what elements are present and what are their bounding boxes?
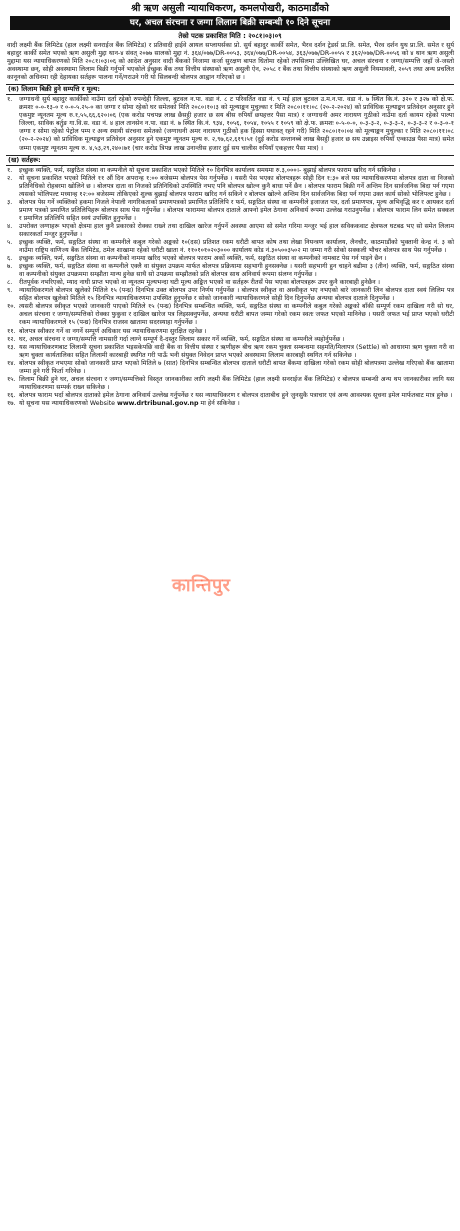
condition-item (7, 239, 454, 255)
condition-text: बोलपत्र स्वीकार गर्ने वा नगर्ने सम्पूर्ण अधिकार यस न्यायाधिकरणमा सुरक्षित रहनेछ । (19, 327, 207, 335)
condition-number: १६. (7, 391, 16, 399)
section-b-list (4, 167, 456, 400)
condition-item-last (7, 400, 454, 408)
condition-number: ५. (7, 238, 13, 246)
condition-item (7, 223, 454, 239)
property-item (7, 96, 454, 152)
condition-text: त्यसरी बोलपत्र स्वीकृत भएको जानकारी पाएको मितिले १५ (पन्ध्र) दिनभित्र सम्बन्धित व्यक्ति, फर्म, सङ्गठित संस्था वा कम्पनीले कबुल गरेको अङ्कको बाँकी सम्पूर्ण रकम दाखिला गरी सो घर, अचल संरचना र जग्गा/सम्पत्तिको रोक्का फुकुवा र दाखिल खारेज पत्र लिइसक्नुपर्नेछ, अन्यथा धरौटी बापत जम्मा गरेको रकम स्वतः जफत भएको मानिनेछ । यसरी जफत भई प्राप्त भएको धरौटी रकम न्यायाधिकरणले १५ (पन्ध्र) दिनभित्र राजस्व खातामा सदरस्याहा गर्नुपर्नेछ । (19, 303, 454, 327)
condition-item (7, 376, 454, 392)
intro-paragraph: वादी लक्ष्मी बैंक लिमिटेड (हाल लक्ष्मी सनराईज बैंक लिमिटेड) र प्रतिवादी हाईवे आयल सप्लायर्सका प्रो. सुर्य बहादुर कार्की समेत, भैरव दर्शन ट्रेडर्स प्रा.लि. समेत, भैरव दर्शन युथ प्रा.लि. समेत र सुर्य बहादुर कार्की समेत भएको ऋण असुली मुद्दा थान-४ संवत् २०७७ सालको मुद्दा नं. ३६४/०७७/DR-००५३, ३६४/०७७/DR-००५४, ३६३/०७७/DR-००५५ र ३६२/०७७/DR-००५६ को ४ थान ऋण असुली मुद्दामा यस न्यायाधिकरणको मिति २०८१।०३।०६ को आदेश अनुसार वादी बैंकको निजामा कर्जा सुरक्षण बापत धितोमा रहेको तपसिलमा उल्लिखित घर, अचल संरचना र जग्गा/सम्पत्ति जहाँ जे-जस्तो अवस्थामा छन्, सोही अवस्थामा लिलाम बिक्री गर्नुपर्ने भएकोले ईच्छुक बैंक तथा वित्तीय संस्थाको ऋण असुली ऐन, २०५८ र बैंक तथा वित्तीय संस्थाको ऋण असुली नियमावली, २०५९ तथा अन्य प्रचलित कानूनको अधिनमा रही देहायका सर्तहरू पालना गर्ने/गराउने गरी यो सिलबन्दी बोलपत्र आह्वान गरिएको छ । (7, 42, 454, 82)
condition-number: १०. (7, 303, 16, 311)
condition-number: १४. (7, 359, 16, 367)
property-number: १. (7, 96, 13, 104)
condition-number: २. (7, 174, 13, 182)
condition-number: ४. (7, 222, 13, 230)
website-suffix: मा हेर्न सकिनेछ । (198, 399, 240, 407)
condition-text: घर, अचल संरचना र जग्गा/सम्पत्ति नामसारी गर्दा लाग्ने सम्पूर्ण दै-दस्तुर लिलाम सकार गर्ने व्यक्ति, फर्म, सङ्गठित संस्था वा कम्पनीले व्यहोर्नुपर्नेछ । (19, 335, 345, 343)
condition-item (7, 303, 454, 327)
notice-title: श्री ऋण असुली न्यायाधिकरण, कमलपोखरी, काठमाडौंको (131, 3, 329, 14)
section-b-heading: (ख) सर्तहरू: (6, 155, 454, 166)
condition-number: ६. (7, 255, 13, 263)
condition-item (7, 392, 454, 400)
section-a-list (4, 96, 456, 152)
condition-text: इच्छुक व्यक्ति, फर्म, सङ्गठित संस्था वा कम्पनीको नाममा खरिद भएको बोलपत्र फाराम अर्को व्यक्ति, फर्म, सङ्गठित संस्था वा कम्पनीको नामबाट पेस गर्न पाइने छैन । (19, 255, 387, 263)
section-a-heading: (क) लिलाम बिक्री हुने सम्पत्ति र मूल्य: (6, 84, 454, 95)
condition-text: यस न्यायाधिकरणबाट लिलामी सूचना प्रकाशित भइसकेपछि वादी बैंक वा वित्तीय संस्था र ऋणीहरू बीच ऋण रकम चुक्ता सम्बन्धमा सहमति/मिलापत्र (Settle) को आधारमा ऋण चुक्ता गरी वा ऋण चुक्ता कार्यतालिका सहित लिलामी कारबाही स्थगित गरी पाऊँ भनी संयुक्त निवेदन प्राप्त भएको अवस्थामा लिलाम कारबाही स्थगित गर्न सकिनेछ । (19, 343, 454, 359)
condition-text: इच्छुक व्यक्ति, फर्म, सङ्गठित संस्था वा कम्पनीले एक्लै वा संयुक्त उपक्रम मार्फत बोलपत्र प्रक्रियामा सहभागी हुनसक्नेछ । यसरी सहभागी हुन चाहने बढीमा ३ (तीन) व्यक्ति, फर्म, सङ्गठित संस्था वा कम्पनीको संयुक्त उपक्रममा सम्झौता मान्य हुनेछ साथै सो उपक्रमा सम्झौतको प्रति बोलपत्र साथ अनिवार्य रूपमा संलग्न गर्नुपर्नेछ । (19, 263, 454, 279)
condition-number: १. (7, 166, 13, 174)
condition-item (7, 287, 454, 303)
website-prefix: यो सूचना यस न्यायाधिकरणको Website (19, 399, 118, 407)
notice-subtitle-banner: घर, अचल संरचना र जग्गा लिलाम बिक्री सम्बन्धी १० दिने सूचना (10, 16, 450, 30)
condition-text: बोलपत्र फाराम भर्दा बोलपत्र दाताको इमेल ठेगाना अनिवार्य उल्लेख गर्नुपर्नेछ र यस न्यायाधिकरण र बोलपत्र दाताबीच हुने जुनसुकै पत्राचार एवं अन्य आवश्यक सूचना इमेल मार्फतबाट मात्र हुनेछ । (19, 391, 453, 399)
condition-item (7, 328, 454, 336)
condition-number: ८. (7, 279, 13, 287)
condition-item (7, 360, 454, 376)
watermark-text: कान्तिपुर (172, 575, 231, 596)
condition-text: उपरोक्त जग्गाहरू भएको क्षेत्रमा हाल कुनै प्रकारको रोक्का राख्ने तथा दाखिल खारेज गर्नुपर्ने अवस्था आएमा सो समेत गरिमा मन्जुर भई हाल सविककवाट क्षेत्रफल घटबढ भए सो समेत लिलाम सकारकर्ता मन्जुर हुनुपर्नेछ । (19, 222, 454, 238)
condition-text: इच्छुक व्यक्ति, फर्म, सङ्गठित संस्था वा कम्पनीले यो सूचना प्रकाशित भएको मितिले १० दिनभित्र कार्यालय समयमा रु.३,०००।- बुझाई बोलपत्र फाराम खरिद गर्न सकिनेछ । (19, 166, 401, 174)
condition-number: १५. (7, 375, 16, 383)
property-text: जग्गाधनी सुर्य बहादुर कार्कीको नाउँमा दर्ता रहेको रुपन्देही जिल्ला, बुटवल न.पा. वडा नं. ८ ट परिवर्तित वडा नं. ९ मई हाल बुटवल उ.म.न.पा. वडा नं. ७ स्थित कि.नं. ३२० र ३२७ को क्षे.फ. क्रमशः ०-०-१३-० र ०-०-५.२५-० का जग्गा र सोमा रहेको घर समेतको मिति २०८०।१०।३ को मूल्याङ्कन मुचुल्का र मिति २०८०।११।०८ (२०-२-२०२४) को प्राविधिक मूल्याङ्कन प्रतिवेदन अनुसार हुने एकमुष्ट न्यूनतम मूल्य रु.१,५५,६६,६२०।०६ (एक करोड पचपन्न लाख छैसट्ठी हजार छ सय बीस रुपियाँ छयहत्तर पैसा मात्र) र जग्गाधनी अमर नारायण गुठीको नाउँमा दर्ता कायम रहेको पाल्पा जिल्ला, साविक बर्तुङ गा.वि.स. वडा नं. ४ हाल तानसेन न.पा. वडा नं. ७ स्थित कि.नं. ९३४, १०५६, १०५४, १०५५ र १०५९ को क्षे.फ. क्रमशः ०-५-०-०, ०-३-३-२, ०-३-३-२, ०-३-३-२ र ०-३-०-१ जग्गा र सोमा रहेको पेट्रोल पम्प र अन्य स्थायी संरचना समेतको (जग्गाधनी अमर नारायण गुठीको हक हिस्सा यथावत् रहने गरी) मिति २०८०।१०।०४ को मूल्याङ्कन मुचुल्का र मिति २०८०।११।०८ (२०-२-२०२४) को प्राविधिक मूल्याङ्कन प्रतिवेदन अनुसार हुने एकमुष्ट न्यूनतम मूल्य रु. २,९७,६२,६१९।५१ (दुई करोड सन्तानब्बे लाख बैसट्ठी हजार छ सय उन्नाइस रुपियाँ एन्काउन्न पैसा मात्र) समेत जम्मा एकमुष्ट न्यूनतम मूल्य रु. ४,५३,२९,२४०।७१ (चार करोड त्रिपन्न लाख उनान्तीस हजार दुई सय चालीस रुपियाँ एकहत्तर पैसा मात्र) । (19, 96, 454, 152)
condition-text: रीतपूर्वक नभरिएको, म्याद नाघी प्राप्त भएको वा न्यूनतम मूल्यभन्दा घटी मूल्य अङ्कित भएको वा सर्तहरू रीतसँ पेस भएका बोलपत्रहरू उपर कुनै कारबाही हुनेछैन । (19, 279, 381, 287)
website-link[interactable]: www.drtribunal.gov.np (117, 399, 199, 407)
condition-item (7, 263, 454, 279)
condition-text: यो सूचना प्रकाशित भएको मितिले ११ औं दिन अपरान्ह १:०० बजेसम्म बोलपत्र पेस गर्नुपर्नेछ । यसरी पेस भएका बोलपत्रहरू सोही दिन १:३० बजे यस न्यायाधिकरणमा बोलपत्र दाता वा निजको प्रतिनिधिको रोहबरमा खोलिने छ । बोलपत्र दाता वा निजको प्रतिनिधिको उपस्थिति नभए पनि बोलपत्र खोल्न कुनै बाधा पर्ने छैन । बोलपत्र फाराम बिक्री गर्ने अन्तिम दिन सार्वजनिक बिदा पर्न गएमा त्यसको भोलिपल्ट मध्यान्ह १२:०० बजेसम्म तोकिएको शुल्क बुझाई बोलपत्र फाराम खरिद गर्न सकिने र बोलपत्र खोल्ने अन्तिम दिन सार्वजनिक बिदा पर्न गएमा उक्त कार्य सोको भोलिपल्ट हुनेछ । (19, 174, 454, 198)
condition-number: १२. (7, 335, 16, 343)
condition-number: ७. (7, 263, 13, 271)
condition-item (7, 336, 454, 344)
condition-item (7, 344, 454, 360)
condition-number: ११. (7, 327, 16, 335)
auction-notice (4, 2, 456, 596)
condition-number: १७. (7, 399, 16, 407)
condition-text: न्यायाधिकरणले बोलपत्र खुलेको मितिले १५ (पन्ध्र) दिनभित्र उक्त बोलपत्र उपर निर्णय गर्नुपर्नेछ । बोलपत्र स्वीकृत वा अस्वीकृत भए नभएको बारे जानकारी लिन बोलपत्र दाता स्वयं लिलिम पत्र सहित बोलपत्र खुलेको मितिले १५ दिनभित्र न्यायाधिकरणमा उपस्थित हुनुपर्नेछ र सोको जानकारी न्यायाधिकरणले सोही दिन दिनुपर्नेछ अन्यथा बोलपत्र दाताले दिनुपर्नेछ । (19, 287, 454, 303)
condition-text: बोलपत्र पेस गर्ने व्यक्तिको हकमा निजले नेपाली नागरिकताको प्रमाणपत्रको प्रमाणित प्रतिलिपि र फर्म, सङ्गठित संस्था वा कम्पनीले इजाजत पत्र, दर्ता प्रमाणपत्र, मूल्य अभिवृद्धि कर र आयकर दर्ता प्रमाण पत्रको प्रमाणित प्रतिलिपिहरू बोलपत्र साथ पेस गर्नुपर्नेछ । बोलपत्र फाराममा बोलपत्र दाताले आफ्नो इमेल ठेगाना अनिवार्य रूपमा उल्लेख गराउनुपर्नेछ । बोलपत्र फाराम लिन समेत सक्कल र प्रमाणित प्रतिलिपि सहित स्वयं उपस्थित हुनुपर्नेछ । (19, 198, 454, 222)
condition-item (7, 175, 454, 199)
condition-item (7, 199, 454, 223)
condition-text: बोलपत्र स्वीकृत नभएमा सोको जानकारी प्राप्त भएको मितिले ७ (सात) दिनभित्र सम्बन्धित बोलपत्र दाताले धरौटी बापत बैंकमा दाखिला गरेको रकम सोही बोलपत्रमा उल्लेख गरिएको बैंक खातामा जम्मा हुने गरी फिर्ता गरिनेछ । (19, 359, 454, 375)
condition-number: ९. (7, 287, 13, 295)
newspaper-watermark-logo (172, 575, 272, 602)
condition-text: इच्छुक व्यक्ति, फर्म, सङ्गठित संस्था वा कम्पनीले कबुल गरेको अङ्कको १०(दस) प्रतिशत रकम धरौटी बापत कोष तथा लेखा नियन्त्रण कार्यालय, लैनचौर, काठमाडौंको भुक्तानी केन्द्र नं. ३ को नाउँमा राष्ट्रिय वाणिज्य बैंक लिमिटेड, ठमेल शाखामा रहेको धरौटी खाता नं. ११०१०१०२०३००० कार्यालय कोड नं.३०५००३५०२ मा जम्मा गरी सोको सक्कली भौचर बोलपत्र साथ पेस गर्नुपर्नेछ । (19, 238, 454, 255)
condition-text (19, 400, 454, 408)
condition-number: १३. (7, 343, 16, 351)
publish-date: तेस्रो पटक प्रकाशित मिति : २०८१।०३।०९ (178, 32, 282, 40)
condition-number: ३. (7, 198, 13, 206)
condition-item (7, 255, 454, 263)
condition-item (7, 167, 454, 175)
condition-text: लिलाम बिक्री हुने घर, अचल संरचना र जग्गा/सम्पत्तिको विस्तृत जानकारीका लागि लक्ष्मी बैंक लिमिटेड (हाल लक्ष्मी सनराईज बैंक लिमिटेड) र बोलपत्र सम्बन्धी अन्य थप जानकारीका लागि यस न्यायाधिकरणमा सम्पर्क राख्न सकिनेछ । (19, 375, 454, 391)
